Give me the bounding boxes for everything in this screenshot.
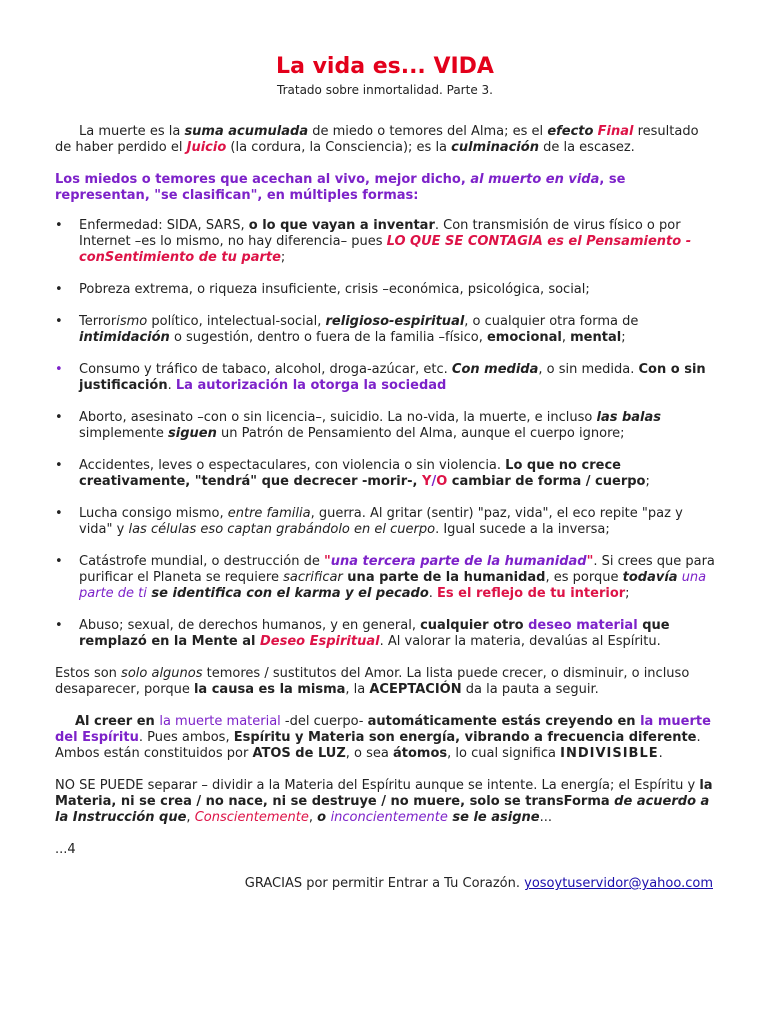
footer-thanks: GRACIAS por permitir Entrar a Tu Corazón. yosoytuservidor@yahoo.com xyxy=(244,876,713,891)
page-continuation: ...4 xyxy=(55,842,76,857)
bullet-icon: • xyxy=(55,554,63,569)
bullet-icon: • xyxy=(55,410,63,425)
bullet-icon: • xyxy=(55,314,63,329)
bullet-icon: • xyxy=(55,458,63,473)
list-item: • Accidentes, leves o espectaculares, con violencia o sin violencia. Lo que no crece creativamente, "tendrá" que decrecer -morir-, Y/O cambiar de forma / cuerpo; xyxy=(55,458,650,489)
document-page xyxy=(55,52,715,892)
email-link[interactable]: yosoytuservidor@yahoo.com xyxy=(524,876,713,891)
list-item: • Lucha consigo mismo, entre familia, guerra. Al gritar (sentir) "paz, vida", el eco repite "paz y vida" y las células eso captan grabándolo en el cuerpo. Igual sucede a la inversa; xyxy=(55,506,683,537)
list-item: • Pobreza extrema, o riqueza insuficiente, crisis –económica, psicológica, social; xyxy=(55,282,590,297)
list-item: • Aborto, asesinato –con o sin licencia–, suicidio. La no-vida, la muerte, e incluso las balas simplemente siguen un Patrón de Pensamiento del Alma, aunque el cuerpo ignore; xyxy=(55,410,662,441)
paragraph-material-death: Al creer en la muerte material -del cuerpo- automáticamente estás creyendo en la muerte del Espíritu. Pues ambos, Espíritu y Materia son energía, vibrando a frecuencia diferente. Ambos están constituidos por ATOS de LUZ, o sea átomos, lo cual significa INDIVISIBLE. xyxy=(55,714,711,761)
paragraph-substitutes: Estos son solo algunos temores / sustitutos del Amor. La lista puede crecer, o disminuir, o incluso desaparecer, porque la causa es la misma, la ACEPTACIÓN da la pauta a seguir. xyxy=(55,666,690,697)
list-item: • Terrorismo político, intelectual-social, religioso-espiritual, o cualquier otra forma de intimidación o sugestión, dentro o fuera de la familia –físico, emocional, mental; xyxy=(55,314,639,345)
section-heading: Los miedos o temores que acechan al vivo, mejor dicho, al muerto en vida, se representan, "se clasifican", en múltiples formas: xyxy=(55,172,626,203)
bullet-icon: • xyxy=(55,362,63,377)
bullet-icon: • xyxy=(55,218,63,233)
list-item: • Enfermedad: SIDA, SARS, o lo que vayan a inventar. Con transmisión de virus físico o por Internet –es lo mismo, no hay diferencia– pues LO QUE SE CONTAGIA es el Pensamiento - conSentimiento de tu parte; xyxy=(55,218,692,265)
paragraph-inseparable: NO SE PUEDE separar – dividir a la Materia del Espíritu aunque se intente. La energía; el Espíritu y la Materia, ni se crea / no nace, ni se destruye / no muere, solo se transForma de acuerdo a la Instrucción que, Conscientemente, o inconcientemente se le asigne... xyxy=(55,778,713,825)
list-item: • Consumo y tráfico de tabaco, alcohol, droga-azúcar, etc. Con medida, o sin medida. Con o sin justificación. La autorización la otorga la sociedad xyxy=(55,362,706,393)
bullet-icon: • xyxy=(55,282,63,297)
bullet-icon: • xyxy=(55,506,63,521)
list-item: • Abuso; sexual, de derechos humanos, y en general, cualquier otro deseo material que remplazó en la Mente al Deseo Espiritual. Al valorar la materia, devalúas al Espíritu. xyxy=(55,618,670,649)
page-title: La vida es... VIDA xyxy=(276,54,494,79)
fears-list xyxy=(55,218,715,650)
list-item: • Catástrofe mundial, o destrucción de "una tercera parte de la humanidad". Si crees que para purificar el Planeta se requiere sacrificar una parte de la humanidad, es porque todavía una parte de ti se identifica con el karma y el pecado. Es el reflejo de tu interior; xyxy=(55,554,715,601)
bullet-icon: • xyxy=(55,618,63,633)
intro-paragraph: La muerte es la suma acumulada de miedo o temores del Alma; es el efecto Final resultado de haber perdido el Juicio (la cordura, la Consciencia); es la culminación de la escasez. xyxy=(55,124,699,155)
page-subtitle: Tratado sobre inmortalidad. Parte 3. xyxy=(277,83,493,97)
